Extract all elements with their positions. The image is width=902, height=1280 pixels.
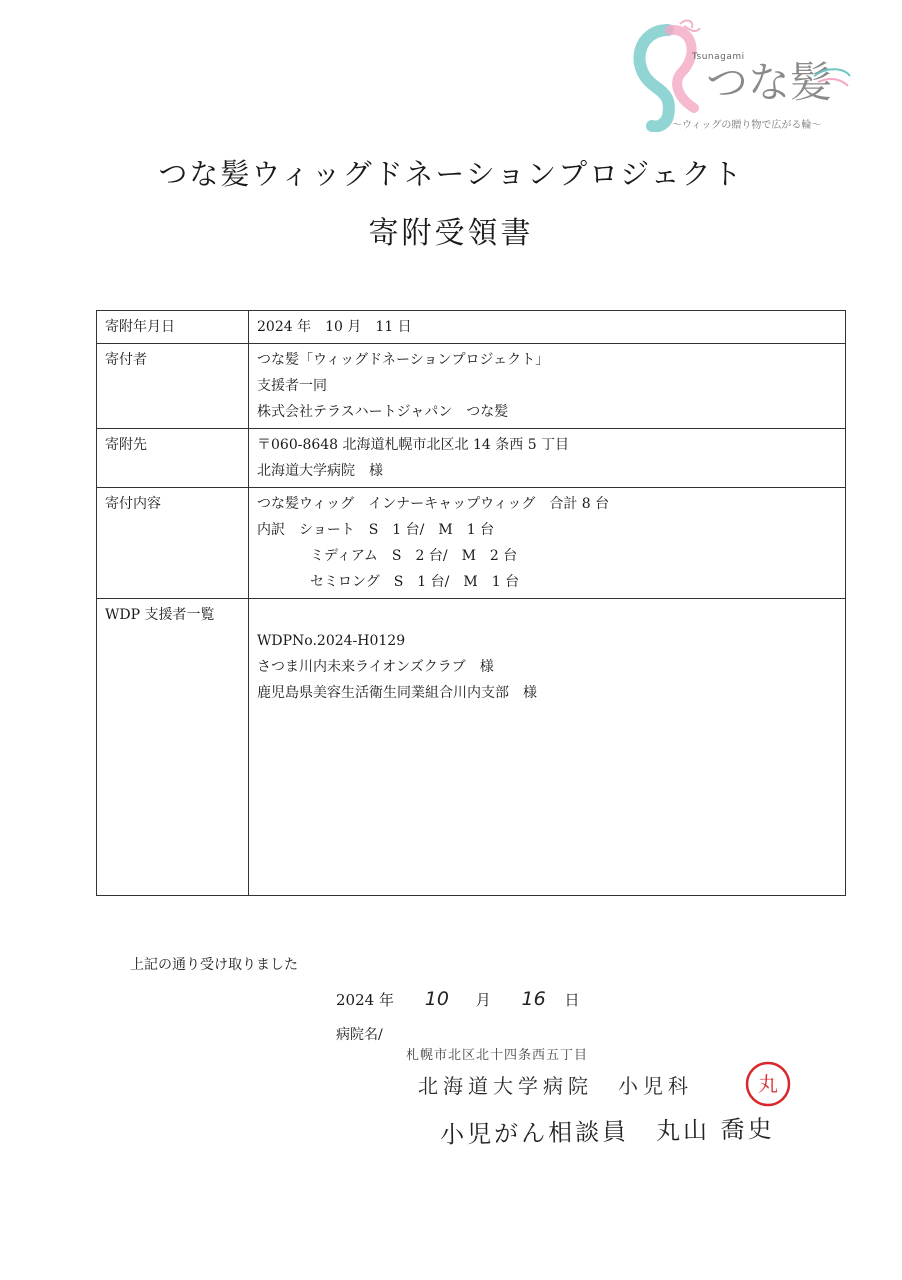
- recipient-value: [249, 429, 846, 488]
- receipt-month-handwritten: 10: [424, 988, 449, 1010]
- logo-swoosh-icon: [628, 16, 860, 132]
- contents-line: つな髪ウィッグ インナーキャップウィッグ 合計 8 台: [257, 496, 610, 512]
- logo-brand-text: つな髪: [706, 58, 833, 107]
- receipt-year: 2024 年: [336, 991, 394, 1009]
- supporters-label: WDP 支援者一覧: [97, 599, 249, 896]
- recipient-label: 寄附先: [97, 429, 249, 488]
- stamp-hospital-name: 北海道大学病院 小児科: [418, 1074, 693, 1098]
- receipt-month-unit: 月: [475, 991, 491, 1009]
- logo-tagline: 〜ウィッグの贈り物で広がる輪〜: [672, 120, 822, 131]
- supporters-line: 鹿児島県美容生活衛生同業組合川内支部 様: [257, 685, 537, 701]
- seal-character: 丸: [758, 1072, 778, 1096]
- receipt-day-handwritten: 16: [521, 988, 546, 1010]
- supporters-value: [249, 599, 846, 896]
- table-row-contents: [97, 488, 846, 599]
- table-row-donor: [97, 344, 846, 429]
- table-row-recipient: [97, 429, 846, 488]
- contents-line: 内訳 ショート S 1 台/ M 1 台: [257, 522, 495, 538]
- document-title: つな髪ウィッグドネーションプロジェクト: [158, 157, 744, 191]
- hospital-name-label: 病院名/: [336, 1027, 383, 1043]
- recipient-line: 北海道大学病院 様: [257, 463, 383, 479]
- donation-info-table: [96, 310, 846, 896]
- table-row-date: [97, 311, 846, 344]
- receipt-date: [336, 988, 579, 1010]
- contents-label: 寄付内容: [97, 488, 249, 599]
- contents-line: ミディアム S 2 台/ M 2 台: [310, 548, 518, 564]
- donor-label: 寄付者: [97, 344, 249, 429]
- stamp-address: 札幌市北区北十四条西五丁目: [406, 1048, 589, 1063]
- date-value: 2024 年 10 月 11 日: [249, 311, 846, 344]
- recipient-line: 〒060-8648 北海道札幌市北区北 14 条西 5 丁目: [257, 437, 570, 453]
- contents-line: セミロング S 1 台/ M 1 台: [310, 574, 520, 590]
- contents-value: [249, 488, 846, 599]
- red-seal-stamp: [744, 1060, 792, 1108]
- supporters-line: さつま川内未来ライオンズクラブ 様: [257, 659, 494, 675]
- tsunagami-logo: [628, 16, 860, 132]
- logo-romaji: Tsunagami: [692, 52, 745, 62]
- handwritten-signature: 小児がん相談員 丸山 喬史: [439, 1115, 775, 1149]
- document-subtitle: 寄附受領書: [368, 216, 534, 251]
- donor-line: 株式会社テラスハートジャパン つな髪: [257, 404, 509, 420]
- table-row-supporters: [97, 599, 846, 896]
- donor-value: [249, 344, 846, 429]
- donor-line: つな髪「ウィッグドネーションプロジェクト」: [257, 352, 550, 368]
- receipt-note: 上記の通り受け取りました: [130, 957, 298, 973]
- donor-line: 支援者一同: [257, 378, 327, 394]
- receipt-day-unit: 日: [564, 991, 580, 1009]
- supporters-line: WDPNo.2024-H0129: [257, 633, 406, 649]
- date-label: 寄附年月日: [97, 311, 249, 344]
